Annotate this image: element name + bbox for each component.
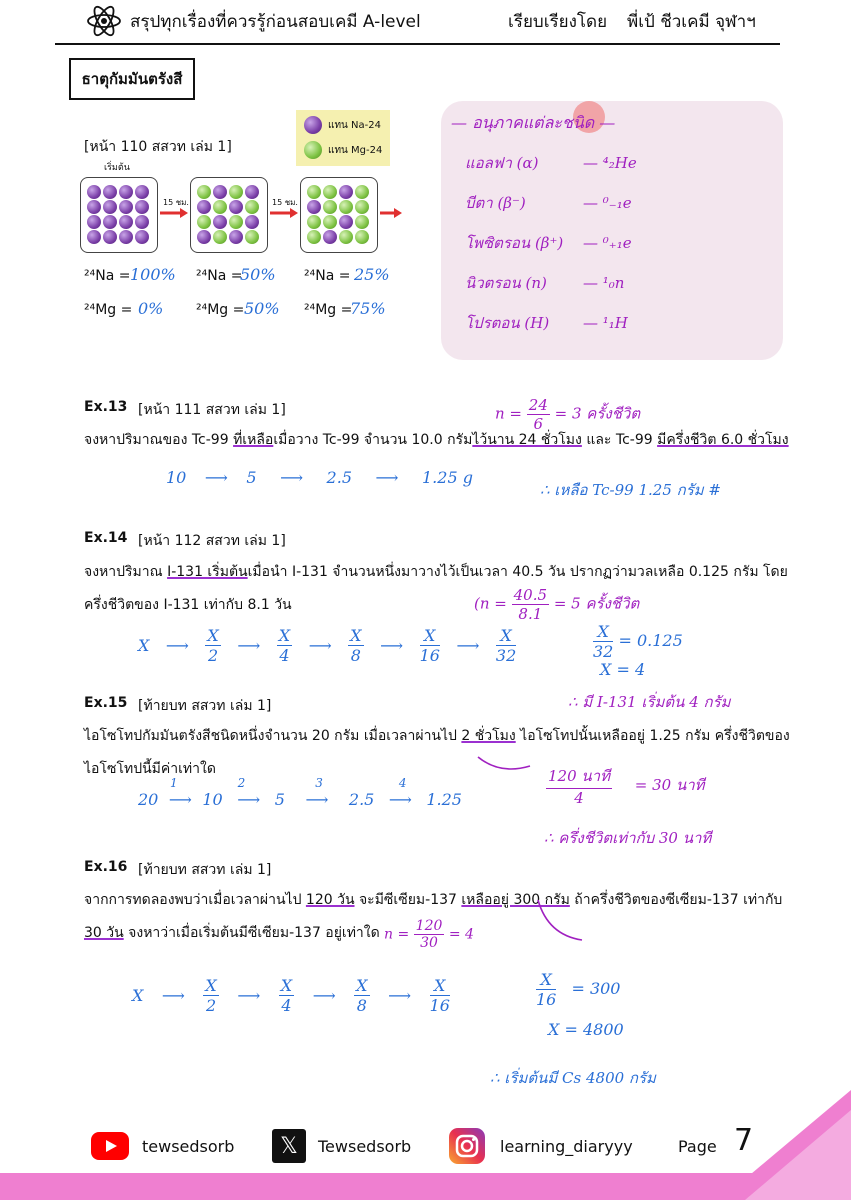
ex15-answer: ∴ ครึ่งชีวิตเท่ากับ 30 นาที bbox=[544, 829, 712, 847]
mg-legend-label: แทน Mg-24 bbox=[328, 145, 383, 156]
ex16-n-lhs: n = bbox=[384, 926, 410, 943]
arrow-right-icon: ⟶ bbox=[375, 468, 399, 487]
ex16-work-eq2: X = 4800 bbox=[548, 1020, 624, 1039]
box2-mg-value: 50% bbox=[244, 299, 280, 318]
arrow-right-icon: ⟶ bbox=[312, 986, 336, 1005]
ex14-chain-term: $\frac{X}{4}$ bbox=[278, 626, 291, 665]
ex14-chain-term: X bbox=[138, 636, 150, 655]
dash-glyph: — bbox=[583, 234, 603, 252]
ex15-question-line1: ไอโซโทปกัมมันตรังสีชนิดหนึ่งจำนวน 20 กรัม เมื่อเวลาผ่านไป 2 ชั่วโมง ไอโซโทปนั้นเหลืออยู่ 1.25 กรัม ครึ่งชีวิตของ bbox=[84, 728, 790, 744]
particle-symbol: ⁴₂He bbox=[602, 154, 637, 172]
particle-symbol: ¹₀n bbox=[602, 274, 625, 292]
ex16-question-line1: จากการทดลองพบว่าเมื่อเวลาผ่านไป 120 วัน จะมีซีเซียม-137 เหลืออยู่ 300 กรัม ถ้าครึ่งชีวิตของซีเซียม-137 เท่ากับ bbox=[84, 892, 783, 908]
ex16-answer: ∴ เริ่มต้นมี Cs 4800 กรัม bbox=[490, 1069, 656, 1087]
instagram-handle[interactable]: learning_diaryyy bbox=[500, 1137, 633, 1156]
ex15-ref: [ท้ายบท สสวท เล่ม 1] bbox=[138, 698, 272, 714]
particle-name: แอลฟา (α) bbox=[465, 154, 539, 172]
box3-mg-value: 75% bbox=[350, 299, 386, 318]
ex13-chain-step: 10 bbox=[166, 468, 187, 487]
ex16-question-line2: 30 วัน จงหาว่าเมื่อเริ่มต้นมีซีเซียม-137 อยู่เท่าใด bbox=[84, 925, 380, 941]
header-title: สรุปทุกเรื่องที่ควรรู้ก่อนสอบเคมี A-level bbox=[130, 12, 421, 32]
ex15-calc-rhs: = 30 นาที bbox=[634, 775, 705, 794]
arrow-right-icon: ⟶ bbox=[280, 468, 304, 487]
ex13-n-den: 6 bbox=[533, 415, 544, 433]
arrow-right-icon: ⟶ bbox=[380, 636, 404, 655]
particle-symbol: ⁰₋₁e bbox=[602, 194, 632, 212]
ex13-chain-step: 5 bbox=[246, 468, 257, 487]
ex13-label: Ex.13 bbox=[84, 399, 128, 415]
figure-reference: [หน้า 110 สสวท เล่ม 1] bbox=[84, 139, 232, 155]
particle-symbol: ⁰₊₁e bbox=[602, 234, 632, 252]
ex13-chain-step: 2.5 bbox=[326, 468, 352, 487]
particle-name: บีตา (β⁻) bbox=[465, 194, 526, 212]
particles-heading: — อนุภาคแต่ละชนิด — bbox=[451, 113, 616, 132]
dash-glyph: — bbox=[583, 274, 603, 292]
ex14-work-eq2: X = 4 bbox=[600, 660, 646, 679]
dash-glyph: — bbox=[583, 314, 603, 332]
ex14-ref: [หน้า 112 สสวท เล่ม 1] bbox=[138, 533, 286, 549]
arrow-right-icon: ⟶ bbox=[161, 986, 185, 1005]
ex14-n-rhs: = 5 ครั้งชีวิต bbox=[553, 594, 640, 613]
ex14-n-num: 40.5 bbox=[513, 586, 548, 604]
ex14-answer: ∴ มี I-131 เริ่มต้น 4 กรัม bbox=[568, 693, 731, 711]
box3-na-label: ²⁴Na = bbox=[304, 268, 351, 284]
box3-na-value: 25% bbox=[354, 265, 390, 284]
arrow-right-icon: ⟶ bbox=[456, 636, 480, 655]
ex13-n-lhs: n = bbox=[495, 404, 522, 423]
ex15-step-numbers: 1 2 3 4 bbox=[170, 776, 407, 790]
ex14-n-den: 8.1 bbox=[518, 605, 543, 623]
arrow-label-2: 15 ชม. bbox=[272, 198, 298, 207]
arrow-right-icon: ⟶ bbox=[308, 636, 332, 655]
ex14-n-lhs: (n = bbox=[474, 594, 507, 613]
arrow-right-icon: ⟶ bbox=[168, 790, 192, 809]
dash-glyph: — bbox=[583, 154, 603, 172]
arrow-right-icon: ⟶ bbox=[388, 790, 412, 809]
box1-na-value: 100% bbox=[130, 265, 176, 284]
arrow-right-icon: ⟶ bbox=[165, 636, 189, 655]
ex14-label: Ex.14 bbox=[84, 530, 128, 546]
ex16-work-den: 16 bbox=[536, 990, 557, 1009]
x-logo-icon[interactable]: 𝕏 bbox=[272, 1129, 306, 1163]
ex16-n-den: 30 bbox=[420, 935, 438, 951]
particle-name: นิวตรอน (n) bbox=[465, 274, 547, 292]
arrow-right-icon: ⟶ bbox=[237, 790, 261, 809]
start-label: เริ่มต้น bbox=[104, 163, 130, 173]
ex14-chain-term: $\frac{X}{16}$ bbox=[419, 626, 440, 665]
ex13-n-rhs: = 3 ครั้งชีวิต bbox=[554, 404, 641, 423]
ex15-question-line2: ไอโซโทปนี้มีค่าเท่าใด bbox=[84, 761, 216, 777]
ex16-chain-term: $\frac{X}{2}$ bbox=[205, 976, 217, 1015]
arrow-right-icon: ⟶ bbox=[237, 636, 261, 655]
ex13-question: จงหาปริมาณของ Tc-99 ที่เหลือเมื่อวาง Tc-99 จำนวน 10.0 กรัมไว้นาน 24 ชั่วโมง และ Tc-99 มีครึ่งชีวิต 6.0 ชั่วโมง bbox=[84, 432, 789, 448]
ex16-n-num: 120 bbox=[415, 918, 443, 934]
arrow-right-icon: ⟶ bbox=[204, 468, 228, 487]
ex15-calc-den: 4 bbox=[574, 789, 584, 807]
ex16-ref: [ท้ายบท สสวท เล่ม 1] bbox=[138, 862, 272, 878]
ex16-work-eq1: = 300 bbox=[571, 979, 621, 998]
ex14-question-line2: ครึ่งชีวิตของ I-131 เท่ากับ 8.1 วัน bbox=[84, 597, 292, 613]
ex14-work-den: 32 bbox=[593, 642, 614, 661]
box2-mg-label: ²⁴Mg = bbox=[196, 302, 245, 318]
ex16-chain-term: X bbox=[132, 986, 144, 1005]
box1-mg-label: ²⁴Mg = bbox=[84, 302, 133, 318]
box3-mg-label: ²⁴Mg = bbox=[304, 302, 353, 318]
ex15-label: Ex.15 bbox=[84, 695, 128, 711]
box1-mg-value: 0% bbox=[138, 299, 164, 318]
ex14-chain-term: $\frac{X}{32}$ bbox=[495, 626, 517, 665]
ex16-n-rhs: = 4 bbox=[448, 926, 474, 943]
ex16-chain-term: $\frac{X}{8}$ bbox=[356, 976, 368, 1015]
ex15-calc-num: 120 นาที bbox=[546, 764, 612, 789]
particle-name: โปรตอน (H) bbox=[465, 314, 550, 332]
ex14-chain-term: $\frac{X}{8}$ bbox=[350, 626, 362, 665]
ex13-chain-step: 1.25 g bbox=[422, 468, 473, 487]
page-number: 7 bbox=[734, 1123, 754, 1158]
youtube-icon[interactable] bbox=[91, 1132, 129, 1160]
page-label: Page bbox=[678, 1137, 717, 1156]
corner-decoration bbox=[700, 1090, 851, 1200]
particle-name: โพซิตรอน (β⁺) bbox=[465, 234, 564, 252]
ex14-chain-term: $\frac{X}{2}$ bbox=[207, 626, 219, 665]
ex15-chain-step: 5 bbox=[274, 790, 285, 809]
ex16-work-num: X bbox=[536, 970, 556, 990]
topic-title: ธาตุกัมมันตรังสี bbox=[69, 58, 195, 100]
ex15-chain-step: 20 bbox=[138, 790, 159, 809]
ex14-work-eq1: = 0.125 bbox=[618, 631, 683, 650]
arrow-label-1: 15 ชม. bbox=[163, 198, 189, 207]
arrow-right-icon: ⟶ bbox=[237, 986, 261, 1005]
ex13-answer: ∴ เหลือ Tc-99 1.25 กรัม # bbox=[540, 481, 721, 499]
box1-na-label: ²⁴Na = bbox=[84, 268, 131, 284]
x-handle[interactable]: Tewsedsorb bbox=[318, 1137, 412, 1156]
box2-na-value: 50% bbox=[240, 265, 276, 284]
ex16-chain-term: $\frac{X}{16}$ bbox=[429, 976, 450, 1015]
youtube-handle[interactable]: tewsedsorb bbox=[142, 1137, 235, 1156]
box2-na-label: ²⁴Na = bbox=[196, 268, 243, 284]
ex14-work-num: X bbox=[593, 622, 613, 642]
ex15-chain-step: 2.5 bbox=[348, 790, 375, 809]
dash-glyph: — bbox=[583, 194, 603, 212]
arrow-right-icon: ⟶ bbox=[305, 790, 329, 809]
header-author: พี่เป้ ชีวเคมี จุฬาฯ bbox=[627, 12, 756, 32]
arrow-right-icon: ⟶ bbox=[388, 986, 412, 1005]
header-compiled-by: เรียบเรียงโดย bbox=[508, 12, 608, 32]
particle-symbol: ¹₁H bbox=[602, 314, 628, 332]
ex13-ref: [หน้า 111 สสวท เล่ม 1] bbox=[138, 402, 286, 418]
ex16-label: Ex.16 bbox=[84, 859, 128, 875]
instagram-icon[interactable] bbox=[449, 1128, 485, 1164]
ex14-question-line1: จงหาปริมาณ I-131 เริ่มต้นเมื่อนำ I-131 จำนวนหนึ่งมาวางไว้เป็นเวลา 40.5 วัน ปรากฏว่ามวลเหลือ 0.125 กรัม โดย bbox=[84, 564, 788, 580]
na-legend-label: แทน Na-24 bbox=[328, 120, 381, 131]
ex15-chain-step: 1.25 bbox=[426, 790, 462, 809]
ex13-n-num: 24 bbox=[528, 396, 548, 414]
ex15-chain-step: 10 bbox=[202, 790, 223, 809]
ex16-chain-term: $\frac{X}{4}$ bbox=[280, 976, 293, 1015]
